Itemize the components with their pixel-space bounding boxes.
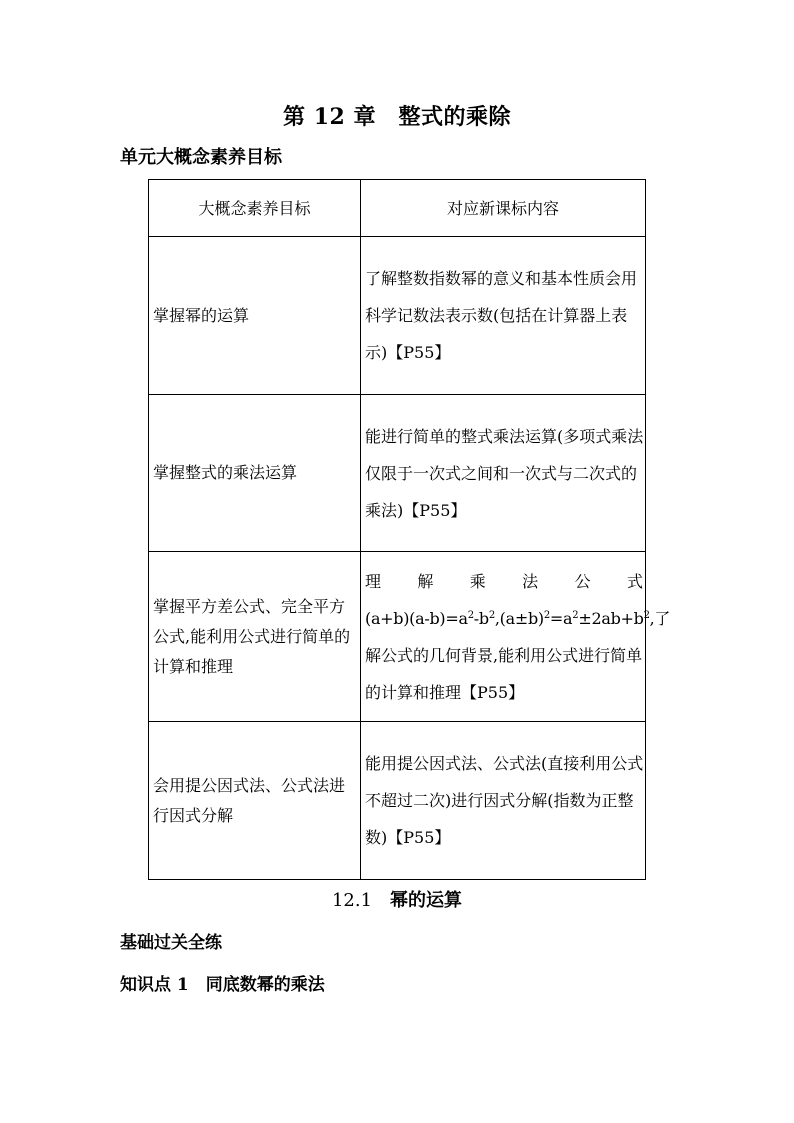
- formula-part: ,了: [649, 608, 671, 628]
- section-number: 12.1: [331, 890, 373, 911]
- table-header-row: [149, 180, 646, 237]
- formula-part: ±2ab+b: [578, 608, 644, 628]
- goal-cell: 会用提公因式法、公式法进行因式分解: [149, 722, 361, 880]
- table-row: [149, 395, 646, 552]
- justified-line: [365, 563, 645, 600]
- unit-goals-table: [148, 179, 671, 880]
- goal-cell: 掌握平方差公式、完全平方公式,能利用公式进行简单的计算和推理: [149, 552, 361, 722]
- formula-part: ,(a±b): [494, 608, 544, 628]
- formula-part: (a+b)(a-b)=a: [365, 608, 468, 628]
- unit-goals-heading: 单元大概念素养目标: [120, 147, 282, 168]
- formula-exponent: 2: [572, 609, 579, 621]
- formula-exponent: 2: [543, 609, 550, 621]
- section-name: 幂的运算: [390, 890, 463, 911]
- formula-part: -b: [473, 608, 489, 628]
- header-content: 对应新课标内容: [361, 180, 646, 237]
- knowledge-point-heading: 知识点 1 同底数幂的乘法: [120, 975, 325, 995]
- content-word: 法: [522, 571, 539, 591]
- content-cell: 能进行简单的整式乘法运算(多项式乘法仅限于一次式之间和一次式与二次式的乘法)【P55】: [361, 395, 646, 552]
- formula-exponent: 2: [467, 609, 474, 621]
- content-word: 式: [626, 571, 643, 591]
- chapter-title: 第 12 章 整式的乘除: [283, 104, 511, 130]
- goal-cell: 掌握整式的乘法运算: [149, 395, 361, 552]
- goal-cell: 掌握幂的运算: [149, 237, 361, 395]
- content-cell: [361, 552, 671, 722]
- content-word: 公: [574, 571, 591, 591]
- practice-heading: 基础过关全练: [120, 933, 222, 953]
- table-row: [149, 552, 646, 722]
- table-row: [149, 237, 646, 395]
- content-rest: 解公式的几何背景,能利用公式进行简单的计算和推理【P55】: [365, 645, 643, 702]
- header-goal: 大概念素养目标: [149, 180, 361, 237]
- content-word: 理: [365, 571, 382, 591]
- section-title: [0, 886, 794, 916]
- table-row: [149, 722, 646, 880]
- formula-exponent: 2: [643, 609, 650, 621]
- formula-part: =a: [549, 608, 573, 628]
- formula-line: [365, 600, 671, 637]
- content-cell: 了解整数指数幂的意义和基本性质会用科学记数法表示数(包括在计算器上表示)【P55】: [361, 237, 646, 395]
- content-word: 乘: [469, 571, 486, 591]
- content-word: 解: [417, 571, 434, 591]
- content-cell: 能用提公因式法、公式法(直接利用公式不超过二次)进行因式分解(指数为正整数)【P55】: [361, 722, 646, 880]
- formula-exponent: 2: [488, 609, 495, 621]
